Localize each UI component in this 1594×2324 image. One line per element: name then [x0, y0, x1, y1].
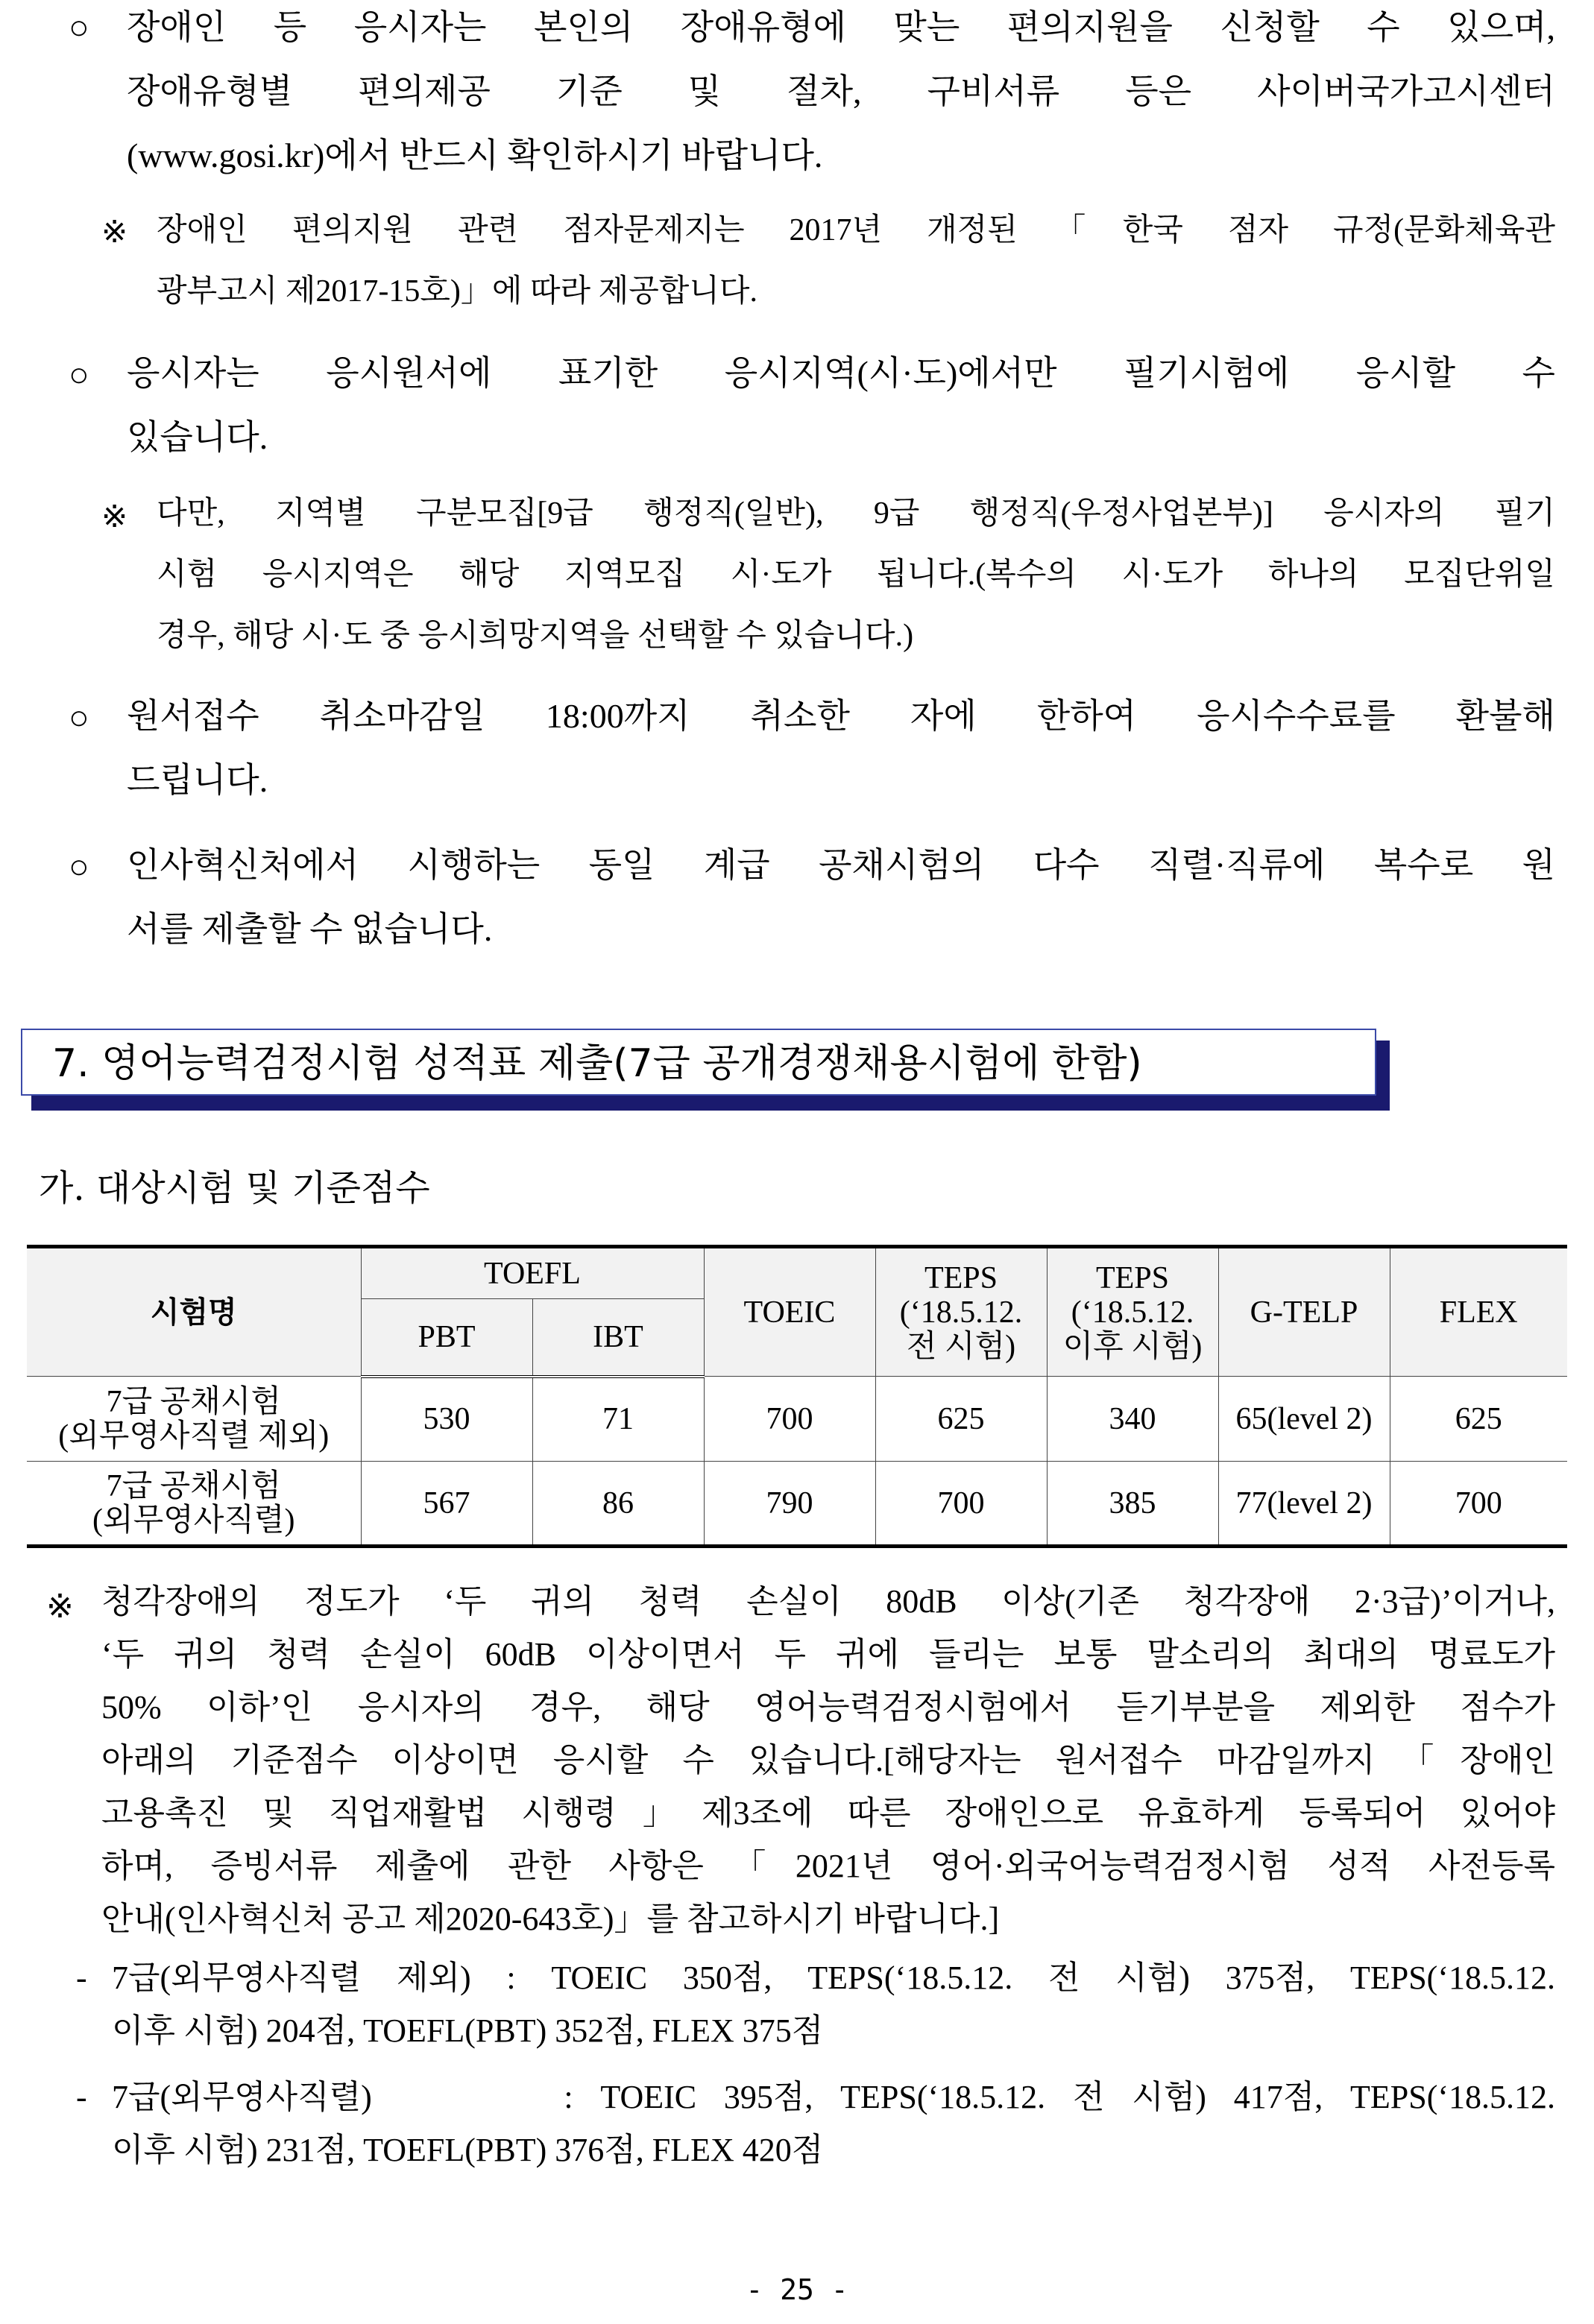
- cell-value: 385: [1047, 1462, 1218, 1547]
- cell-value: 65(level 2): [1218, 1377, 1390, 1462]
- dash-mark: -: [76, 1960, 87, 1996]
- text-line: 안내(인사혁신처 공고 제2020-643호)」를 참고하시기 바랍니다.]: [101, 1901, 1000, 1937]
- table-row: [27, 1462, 1567, 1547]
- cell-value: 625: [1390, 1377, 1567, 1462]
- text-line: 7급(외무영사직렬 제외) : TOEIC 350점, TEPS(‘18.5.12. 전 시험) 375점, TEPS(‘18.5.12.: [112, 1960, 1555, 1996]
- page-number: - 25 -: [746, 2273, 848, 2306]
- text-line: 청각장애의 정도가 ‘두 귀의 청력 손실이 80dB 이상(기존 청각장애 2·3급)’이거나,: [101, 1583, 1555, 1620]
- note-mark: ※: [101, 500, 128, 534]
- header-gtelp: G-TELP: [1218, 1247, 1390, 1377]
- header-text: TEPS: [924, 1260, 998, 1295]
- text-line: (www.gosi.kr)에서 반드시 확인하시기 바랍니다.: [127, 136, 823, 174]
- bullet-circle: ○: [69, 847, 89, 885]
- bullet-circle: ○: [69, 356, 89, 394]
- text-line: 이후 시험) 231점, TOEFL(PBT) 376점, FLEX 420점: [112, 2132, 824, 2168]
- score-table: [27, 1245, 1567, 1548]
- text-line: 광부고시 제2017-15호)」에 따라 제공합니다.: [157, 274, 757, 309]
- criteria-item-general: [112, 1951, 1555, 2057]
- note-braille: [157, 200, 1555, 322]
- header-flex: FLEX: [1390, 1247, 1567, 1377]
- cell-value: 700: [704, 1377, 875, 1462]
- text-line: 장애인 등 응시자는 본인의 장애유형에 맞는 편의지원을 신청할 수 있으며,: [127, 8, 1555, 46]
- cell-value: 86: [532, 1462, 704, 1547]
- cell-value: 700: [1390, 1462, 1567, 1547]
- text-line: 드립니다.: [127, 761, 268, 799]
- note-regional-recruitment: [157, 483, 1555, 666]
- row-label-line: (외무영사직렬): [92, 1503, 295, 1538]
- text-line: 다만, 지역별 구분모집[9급 행정직(일반), 9급 행정직(우정사업본부)] 응시자의 필기: [157, 496, 1555, 531]
- row-label-line: 7급 공채시험: [106, 1468, 281, 1503]
- text-line: 시험 응시지역은 해당 지역모집 시·도가 됩니다.(복수의 시·도가 하나의 모집단위일: [157, 558, 1555, 592]
- paragraph-refund: [127, 684, 1555, 812]
- header-pbt: PBT: [361, 1299, 532, 1377]
- header-ibt: IBT: [532, 1299, 704, 1377]
- header-text: (‘18.5.12.: [1071, 1295, 1194, 1330]
- header-text: (‘18.5.12.: [899, 1295, 1023, 1330]
- header-teps-after: [1047, 1247, 1218, 1377]
- criteria-item-foreign-affairs: [112, 2071, 1555, 2176]
- text-line: 서를 제출할 수 없습니다.: [127, 910, 493, 948]
- paragraph-multiple-application: [127, 833, 1555, 962]
- header-text: 이후 시험): [1062, 1329, 1203, 1364]
- text-line: 경우, 해당 시·도 중 응시희망지역을 선택할 수 있습니다.): [157, 619, 914, 653]
- header-text: 전 시험): [906, 1329, 1016, 1364]
- section-heading: [21, 1029, 1391, 1111]
- row-label: [27, 1377, 361, 1462]
- header-toefl: TOEFL: [361, 1247, 704, 1299]
- text-line: 하며, 증빙서류 제출에 관한 사항은「2021년 영어·외국어능력검정시험 성적 사전등록: [101, 1848, 1555, 1884]
- paragraph-disability-support: [127, 0, 1555, 188]
- bullet-circle: ○: [69, 8, 89, 46]
- header-teps-before: [875, 1247, 1047, 1377]
- row-label: [27, 1462, 361, 1547]
- row-label-line: 7급 공채시험: [106, 1384, 281, 1419]
- header-exam-name: 시험명: [27, 1247, 361, 1377]
- cell-value: 340: [1047, 1377, 1218, 1462]
- cell-value: 567: [361, 1462, 532, 1547]
- text-line: 장애유형별 편의제공 기준 및 절차, 구비서류 등은 사이버국가고시센터: [127, 72, 1555, 110]
- text-line: ‘두 귀의 청력 손실이 60dB 이상이면서 두 귀에 들리는 보통 말소리의 최대의 명료도가: [101, 1636, 1556, 1673]
- cell-value: 625: [875, 1377, 1047, 1462]
- subheading: 가. 대상시험 및 기준점수: [39, 1167, 430, 1209]
- header-text: TEPS: [1095, 1260, 1170, 1295]
- header-toeic: TOEIC: [704, 1247, 875, 1377]
- text-line: 고용촉진 및 직업재활법 시행령」제3조에 따른 장애인으로 유효하게 등록되어 있어야: [101, 1795, 1555, 1831]
- text-line: 7급(외무영사직렬) : TOEIC 395점, TEPS(‘18.5.12. 전 시험) 417점, TEPS(‘18.5.12.: [112, 2079, 1555, 2115]
- cell-value: 530: [361, 1377, 532, 1462]
- cell-value: 700: [875, 1462, 1047, 1547]
- paragraph-exam-region: [127, 341, 1555, 470]
- text-line: 50% 이하’인 응시자의 경우, 해당 영어능력검정시험에서 듣기부분을 제외한 점수가: [101, 1689, 1555, 1725]
- text-line: 장애인 편의지원 관련 점자문제지는 2017년 개정된「한국 점자 규정(문화체육관: [157, 213, 1555, 247]
- cell-value: 77(level 2): [1218, 1462, 1390, 1547]
- cell-value: 790: [704, 1462, 875, 1547]
- bullet-circle: ○: [69, 698, 89, 736]
- cell-value: 71: [532, 1377, 704, 1462]
- footnote-mark: ※: [46, 1588, 74, 1625]
- text-line: 인사혁신처에서 시행하는 동일 계급 공채시험의 다수 직렬·직류에 복수로 원: [127, 846, 1555, 884]
- text-line: 원서접수 취소마감일 18:00까지 취소한 자에 한하여 응시수수료를 환불해: [127, 697, 1555, 735]
- text-line: 응시자는 응시원서에 표기한 응시지역(시·도)에서만 필기시험에 응시할 수: [127, 354, 1555, 392]
- row-label-line: (외무영사직렬 제외): [58, 1418, 330, 1453]
- section-title: 7. 영어능력검정시험 성적표 제출(7급 공개경쟁채용시험에 한함): [21, 1029, 1376, 1096]
- dash-mark: -: [76, 2079, 87, 2115]
- text-line: 있습니다.: [127, 418, 268, 456]
- note-mark: ※: [101, 215, 128, 250]
- text-line: 이후 시험) 204점, TOEFL(PBT) 352점, FLEX 375점: [112, 2012, 824, 2049]
- text-line: 아래의 기준점수 이상이면 응시할 수 있습니다.[해당자는 원서접수 마감일까지「장애인: [101, 1742, 1555, 1778]
- footnote-hearing-impairment: [101, 1575, 1555, 1945]
- table-row: [27, 1377, 1567, 1462]
